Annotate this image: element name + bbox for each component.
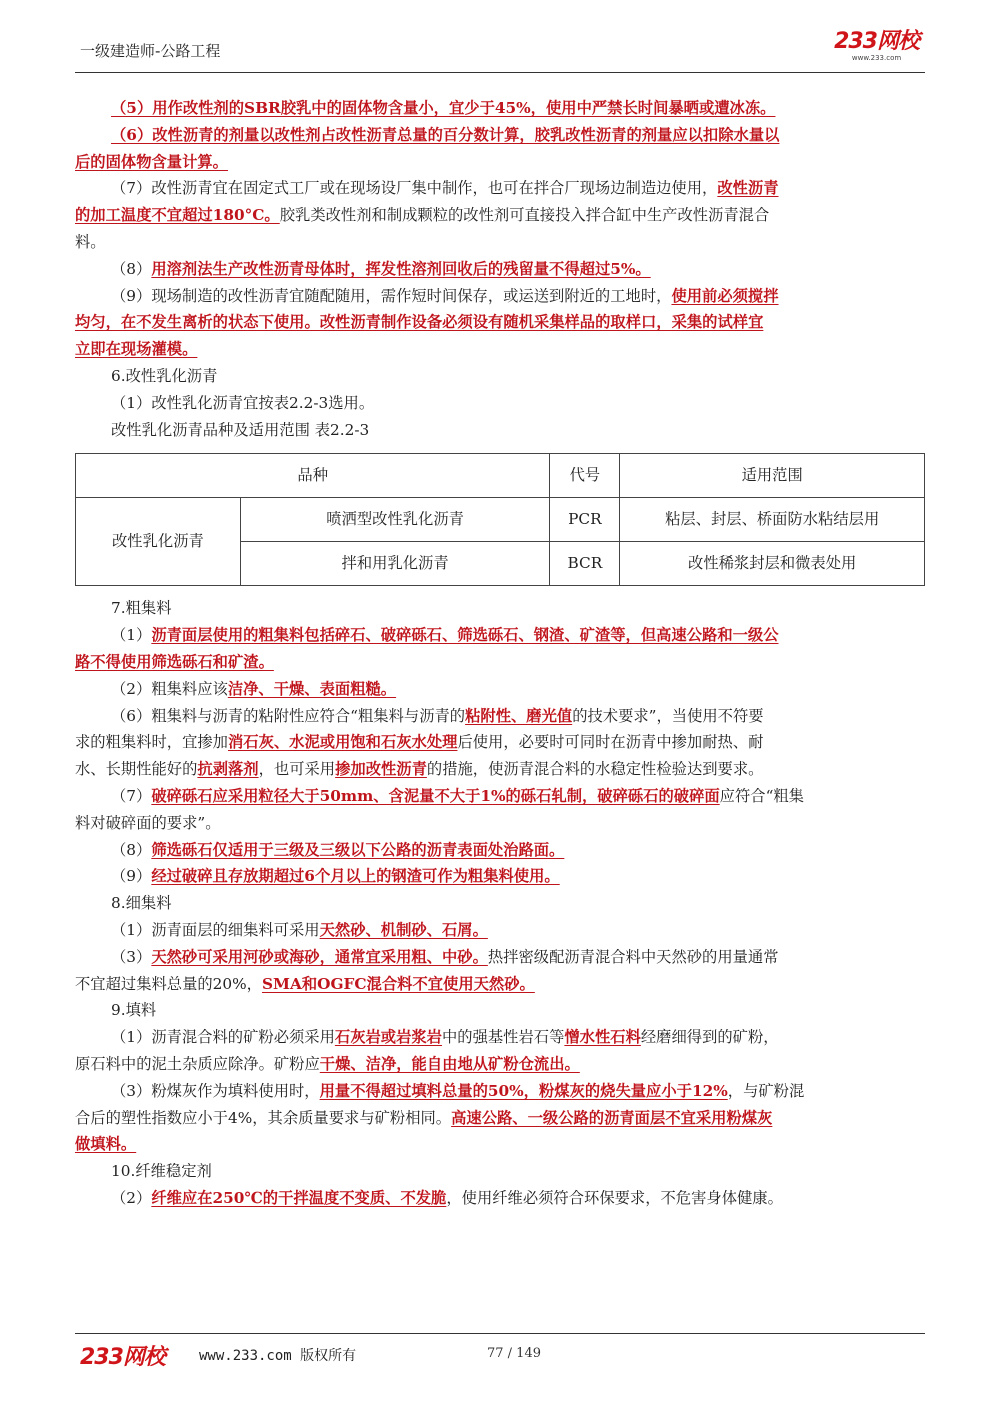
paragraph-line: [75, 703, 925, 730]
highlighted-text: 抗剥落剂: [197, 760, 259, 779]
paragraph-line: [75, 336, 925, 363]
header-logo: [834, 30, 919, 62]
body-text: 9.填料: [111, 1001, 157, 1020]
paragraph-line: [75, 256, 925, 283]
paragraph-line: [75, 1051, 925, 1078]
body-text: （1）改性乳化沥青宜按表2.2-3选用。: [111, 393, 375, 412]
table-cell: 拌和用乳化沥青: [240, 542, 550, 586]
body-text: 原石料中的泥土杂质应除净。矿粉应: [75, 1054, 320, 1073]
highlighted-text: 均匀，在不发生离析的状态下使用。改性沥青制作设备必须设有随机采集样品的取样口，采集的试样宜: [75, 313, 764, 332]
highlighted-text: 经过破碎且存放期超过6个月以上的钢渣可作为粗集料使用。: [151, 867, 560, 886]
highlighted-text: 用溶剂法生产改性沥青母体时，挥发性溶剂回收后的残留量不得超过5%。: [151, 259, 651, 278]
document-body: [75, 95, 925, 1212]
paragraph-line: [75, 283, 925, 310]
body-text: 6.改性乳化沥青: [111, 366, 218, 385]
highlighted-text: 路不得使用筛选砾石和矿渣。: [75, 652, 274, 671]
paragraph-line: [75, 202, 925, 229]
paragraph-line: [75, 783, 925, 810]
highlighted-text: 洁净、干燥、表面粗糙。: [227, 679, 397, 698]
body-text: （8）: [111, 840, 152, 859]
footer-copyright: www.233.com 版权所有: [199, 1348, 357, 1364]
body-text: （9）现场制造的改性沥青宜随配随用，需作短时间保存，或运送到附近的工地时，: [111, 286, 672, 305]
highlighted-text: 消石灰、水泥或用饱和石灰水处理: [227, 733, 458, 752]
paragraph-line: [75, 309, 925, 336]
body-text: 不宜超过集料总量的20%，: [75, 974, 262, 993]
body-text: ，也可采用: [258, 760, 336, 779]
body-text: （2）粗集料应该: [111, 679, 228, 698]
highlighted-text: SMA和OGFC混合料不宜使用天然砂。: [261, 974, 535, 993]
body-text: 的措施，使沥青混合料的水稳定性检验达到要求。: [426, 760, 764, 779]
body-text: 求的粗集料时，宜掺加: [75, 733, 228, 752]
highlighted-text: 粘附性、磨光值: [465, 706, 573, 725]
paragraph-line: [75, 729, 925, 756]
spec-table: [75, 453, 925, 586]
body-text: 经磨细得到的矿粉，: [640, 1028, 779, 1047]
table-cell: 喷洒型改性乳化沥青: [240, 498, 550, 542]
highlighted-text: 天然砂、机制砂、石屑。: [319, 920, 488, 939]
highlighted-text: 筛选砾石仅适用于三级及三级以下公路的沥青表面处治路面。: [151, 840, 565, 859]
page-footer: [75, 1333, 925, 1374]
paragraph-line: [75, 1024, 925, 1051]
table-cell: BCR: [550, 542, 620, 586]
highlighted-text: 后的固体物含量计算。: [75, 152, 228, 171]
body-text: 的技术要求”，当使用不符要: [572, 706, 764, 725]
paragraph-line: [75, 1105, 925, 1132]
paragraph-line: [75, 837, 925, 864]
highlighted-text: 掺加改性沥青: [335, 760, 427, 779]
paragraph-line: [75, 390, 925, 417]
body-text: （8）: [111, 259, 152, 278]
paragraph-line: [75, 676, 925, 703]
body-text: 中的强基性岩石等: [441, 1028, 565, 1047]
paragraph-line: [75, 971, 925, 998]
paragraph-line: [75, 95, 925, 122]
body-text: 热拌密级配沥青混合料中天然砂的用量通常: [487, 947, 779, 966]
paragraph-line: [75, 649, 925, 676]
body-text: （1）沥青面层的细集料可采用: [111, 920, 320, 939]
paragraph-line: [75, 1158, 925, 1185]
header-logo-url: www.233.com: [851, 54, 902, 62]
page-number: 77 / 149: [487, 1346, 541, 1361]
table-cell: 粘层、封层、桥面防水粘结层用: [620, 498, 925, 542]
body-text: 料。: [75, 232, 106, 251]
paragraph-line: [75, 1078, 925, 1105]
table-header-cell: 品种: [76, 454, 550, 498]
highlighted-text: 天然砂可采用河砂或海砂，通常宜采用粗、中砂。: [151, 947, 488, 966]
body-text: 合后的塑性指数应小于4%，其余质量要求与矿粉相同。: [75, 1108, 452, 1127]
page-header: [75, 30, 925, 73]
paragraph-line: [75, 863, 925, 890]
paragraph-line: [75, 756, 925, 783]
body-text: （9）: [111, 867, 152, 886]
paragraph-line: [75, 363, 925, 390]
header-logo-text: 233网校: [834, 29, 919, 54]
highlighted-text: （5）用作改性剂的SBR胶乳中的固体物含量小，宜少于45%，使用中严禁长时间暴晒或遭冰冻。: [111, 99, 776, 117]
body-text: 改性乳化沥青品种及适用范围 表2.2-3: [111, 420, 370, 439]
table-header-cell: 代号: [550, 454, 620, 498]
body-text: （2）: [111, 1188, 152, 1207]
highlighted-text: 石灰岩或岩浆岩: [334, 1028, 442, 1047]
body-text: （6）粗集料与沥青的粘附性应符合“粗集料与沥青的: [111, 706, 466, 725]
highlighted-text: 憎水性石料: [564, 1028, 641, 1047]
highlighted-text: 干燥、洁净，能自由地从矿粉仓流出。: [319, 1054, 580, 1073]
table-cell: PCR: [550, 498, 620, 542]
body-text: （1）: [111, 626, 152, 645]
body-text: （3）: [111, 947, 152, 966]
highlighted-text: （6）改性沥青的剂量以改性剂占改性沥青总量的百分数计算，胶乳改性沥青的剂量应以扣除水量以: [111, 125, 780, 144]
header-title: 一级建造师-公路工程: [80, 42, 221, 60]
body-text: 应符合“粗集: [719, 786, 804, 805]
paragraph-line: [75, 1131, 925, 1158]
highlighted-text: 沥青面层使用的粗集料包括碎石、破碎砾石、筛选砾石、钢渣、矿渣等，但高速公路和一级公: [151, 626, 779, 645]
body-text: 10.纤维稳定剂: [111, 1162, 212, 1181]
footer-logo: 233网校: [80, 1345, 165, 1370]
body-text: （7）: [111, 786, 152, 805]
body-text: 胶乳类改性剂和制成颗粒的改性剂可直接投入拌合缸中生产改性沥青混合: [279, 206, 770, 225]
paragraph-line: [75, 1185, 925, 1212]
highlighted-text: 使用前必须搅拌: [671, 286, 779, 305]
paragraph-line: [75, 122, 925, 149]
paragraph-line: [75, 917, 925, 944]
table-row: [76, 498, 925, 542]
body-text: 料对破碎面的要求”。: [75, 813, 221, 832]
paragraph-line: [75, 149, 925, 176]
highlighted-text: 用量不得超过填料总量的50%，粉煤灰的烧失量应小于12%: [319, 1081, 728, 1100]
paragraph-line: [75, 175, 925, 202]
highlighted-text: 立即在现场灌模。: [75, 340, 198, 359]
highlighted-text: 破碎砾石应采用粒径大于50mm、含泥量不大于1%的砾石轧制，破碎砾石的破碎面: [151, 786, 720, 805]
paragraph-line: [75, 229, 925, 256]
paragraph-line: [75, 810, 925, 837]
paragraph-line: [75, 944, 925, 971]
highlighted-text: 的加工温度不宜超过180°C。: [75, 206, 280, 225]
body-text: 8.细集料: [111, 894, 172, 913]
table-cell: 改性稀浆封层和微表处用: [620, 542, 925, 586]
body-text: 后使用，必要时可同时在沥青中掺加耐热、耐: [457, 733, 764, 752]
body-text: 水、长期性能好的: [75, 760, 198, 779]
paragraph-line: [75, 890, 925, 917]
body-text: （3）粉煤灰作为填料使用时，: [111, 1081, 320, 1100]
paragraph-line: [75, 622, 925, 649]
table-group-cell: 改性乳化沥青: [76, 498, 241, 586]
paragraph-line: [75, 417, 925, 444]
body-text: ，使用纤维必须符合环保要求，不危害身体健康。: [446, 1188, 783, 1207]
table-header-row: [76, 454, 925, 498]
highlighted-text: 纤维应在250℃的干拌温度不变质、不发脆: [151, 1188, 447, 1207]
table-header-cell: 适用范围: [620, 454, 925, 498]
body-text: （1）沥青混合料的矿粉必须采用: [111, 1028, 335, 1047]
body-text: 7.粗集料: [111, 599, 172, 618]
paragraph-line: [75, 595, 925, 622]
body-text: （7）改性沥青宜在固定式工厂或在现场设厂集中制作，也可在拌合厂现场边制造边使用，: [111, 179, 718, 198]
paragraph-line: [75, 997, 925, 1024]
highlighted-text: 做填料。: [75, 1135, 137, 1154]
body-text: ，与矿粉混: [727, 1081, 805, 1100]
highlighted-text: 改性沥青: [717, 179, 779, 198]
highlighted-text: 高速公路、一级公路的沥青面层不宜采用粉煤灰: [451, 1108, 773, 1127]
